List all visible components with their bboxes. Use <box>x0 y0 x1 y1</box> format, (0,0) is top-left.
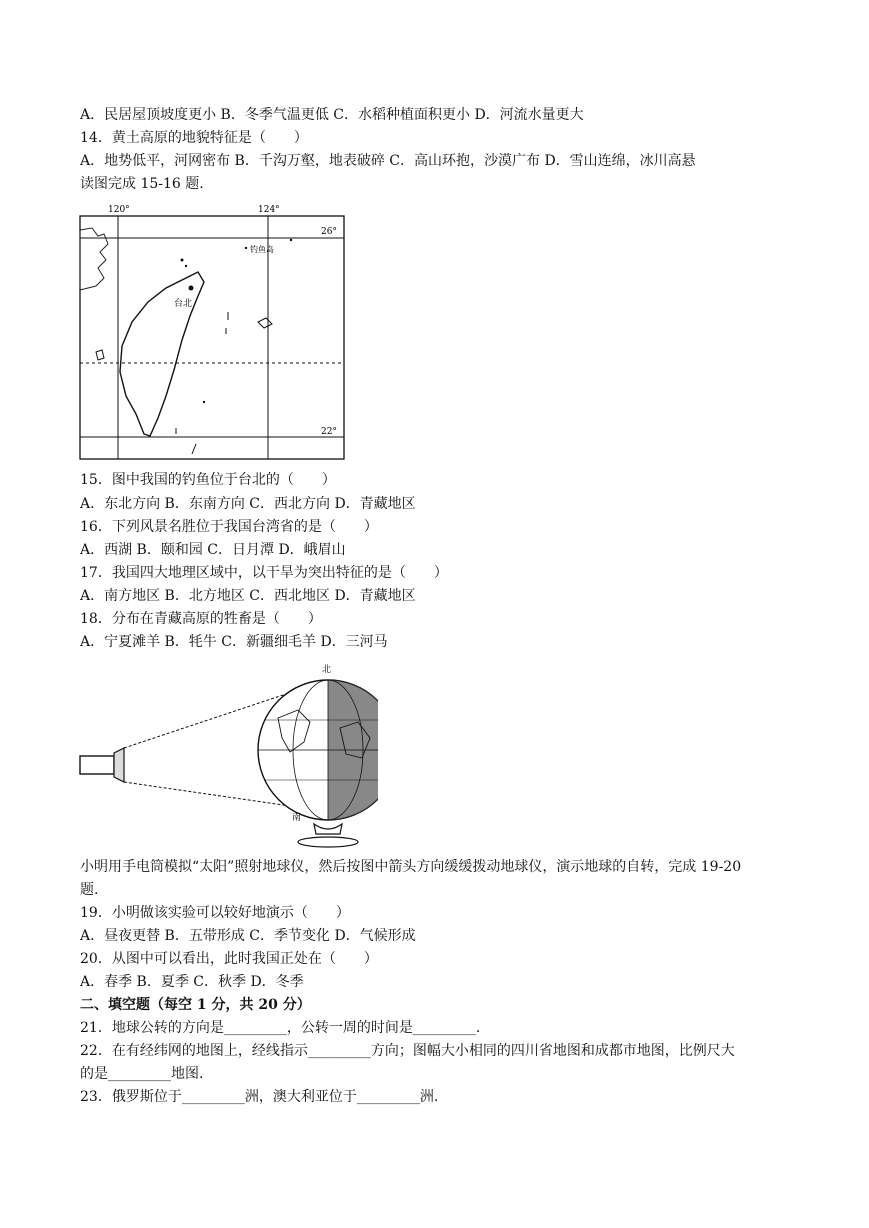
q22-stem: 22．在有经纬网的地图上，经线指示_________方向；图幅大小相同的四川省地图和成都市地图，比例尺大 <box>80 1043 735 1059</box>
q22-stem-cont: 的是_________地图. <box>80 1066 204 1082</box>
flashlight-icon <box>80 756 114 774</box>
q19-options: A．昼夜更替 B．五带形成 C．季节变化 D．气候形成 <box>80 928 416 944</box>
q15-stem: 15．图中我国的钓鱼位于台北的（ ） <box>80 472 336 488</box>
island-mark <box>192 444 196 454</box>
q19-stem: 19．小明做该实验可以较好地演示（ ） <box>80 905 350 921</box>
flashlight-head <box>114 748 124 782</box>
globe-flashlight-figure <box>78 658 378 848</box>
q20-stem: 20．从图中可以看出，此时我国正处在（ ） <box>80 951 378 967</box>
q19-20-intro-cont: 题. <box>80 882 99 898</box>
island-dot <box>245 247 247 249</box>
instruction-15-16: 读图完成 15-16 题. <box>80 176 204 192</box>
island-dot <box>185 265 187 267</box>
island-shape <box>96 350 104 360</box>
island-dot <box>203 401 205 403</box>
label-diaoyu: 钓鱼岛 <box>250 245 274 254</box>
label-lat-26: 26° <box>321 227 337 237</box>
label-north: 北 <box>322 665 332 675</box>
island-dot <box>181 259 184 262</box>
section-heading-fill-blank: 二、填空题（每空 1 分，共 20 分） <box>80 997 311 1013</box>
island-dot <box>290 239 292 241</box>
q14-stem: 14．黄土高原的地貌特征是（ ） <box>80 130 308 146</box>
mainland-coast <box>80 228 108 290</box>
label-lon-124: 124° <box>258 205 280 215</box>
label-lat-22: 22° <box>321 427 337 437</box>
label-taipei: 台北 <box>174 299 193 309</box>
q19-20-intro: 小明用手电筒模拟“太阳”照射地球仪，然后按图中箭头方向缓缓拨动地球仪，演示地球的自转，完成 19-20 <box>80 859 742 875</box>
q18-options: A．宁夏滩羊 B．牦牛 C．新疆细毛羊 D．三河马 <box>80 634 388 650</box>
q18-stem: 18．分布在青藏高原的牲畜是（ ） <box>80 611 322 627</box>
island-shape <box>258 318 272 328</box>
taiwan-map-figure <box>78 200 348 465</box>
q23-stem: 23．俄罗斯位于_________洲，澳大利亚位于_________洲. <box>80 1089 439 1105</box>
q13-options: A．民居屋顶坡度更小 B．冬季气温更低 C．水稻种植面积更小 D．河流水量更大 <box>80 107 584 123</box>
label-south: 南 <box>292 813 302 823</box>
q17-options: A．南方地区 B．北方地区 C．西北地区 D．青藏地区 <box>80 588 416 604</box>
q20-options: A．春季 B．夏季 C．秋季 D．冬季 <box>80 974 304 990</box>
label-lon-120: 120° <box>108 205 130 215</box>
q21-stem: 21．地球公转的方向是_________，公转一周的时间是_________. <box>80 1020 481 1036</box>
q14-options: A．地势低平，河网密布 B．千沟万壑，地表破碎 C．高山环抱，沙漠广布 D．雪山连绵，冰川高悬 <box>80 153 696 169</box>
q16-stem: 16．下列风景名胜位于我国台湾省的是（ ） <box>80 519 378 535</box>
q16-options: A．西湖 B．颐和园 C．日月潭 D．峨眉山 <box>80 542 346 558</box>
q15-options: A．东北方向 B．东南方向 C．西北方向 D．青藏地区 <box>80 496 416 512</box>
taipei-dot <box>189 286 194 291</box>
taiwan-island <box>120 272 204 436</box>
globe-stand-neck <box>314 824 342 834</box>
globe-stand-base <box>298 837 358 847</box>
q17-stem: 17．我国四大地理区域中，以干旱为突出特征的是（ ） <box>80 565 448 581</box>
map-frame <box>80 216 344 459</box>
